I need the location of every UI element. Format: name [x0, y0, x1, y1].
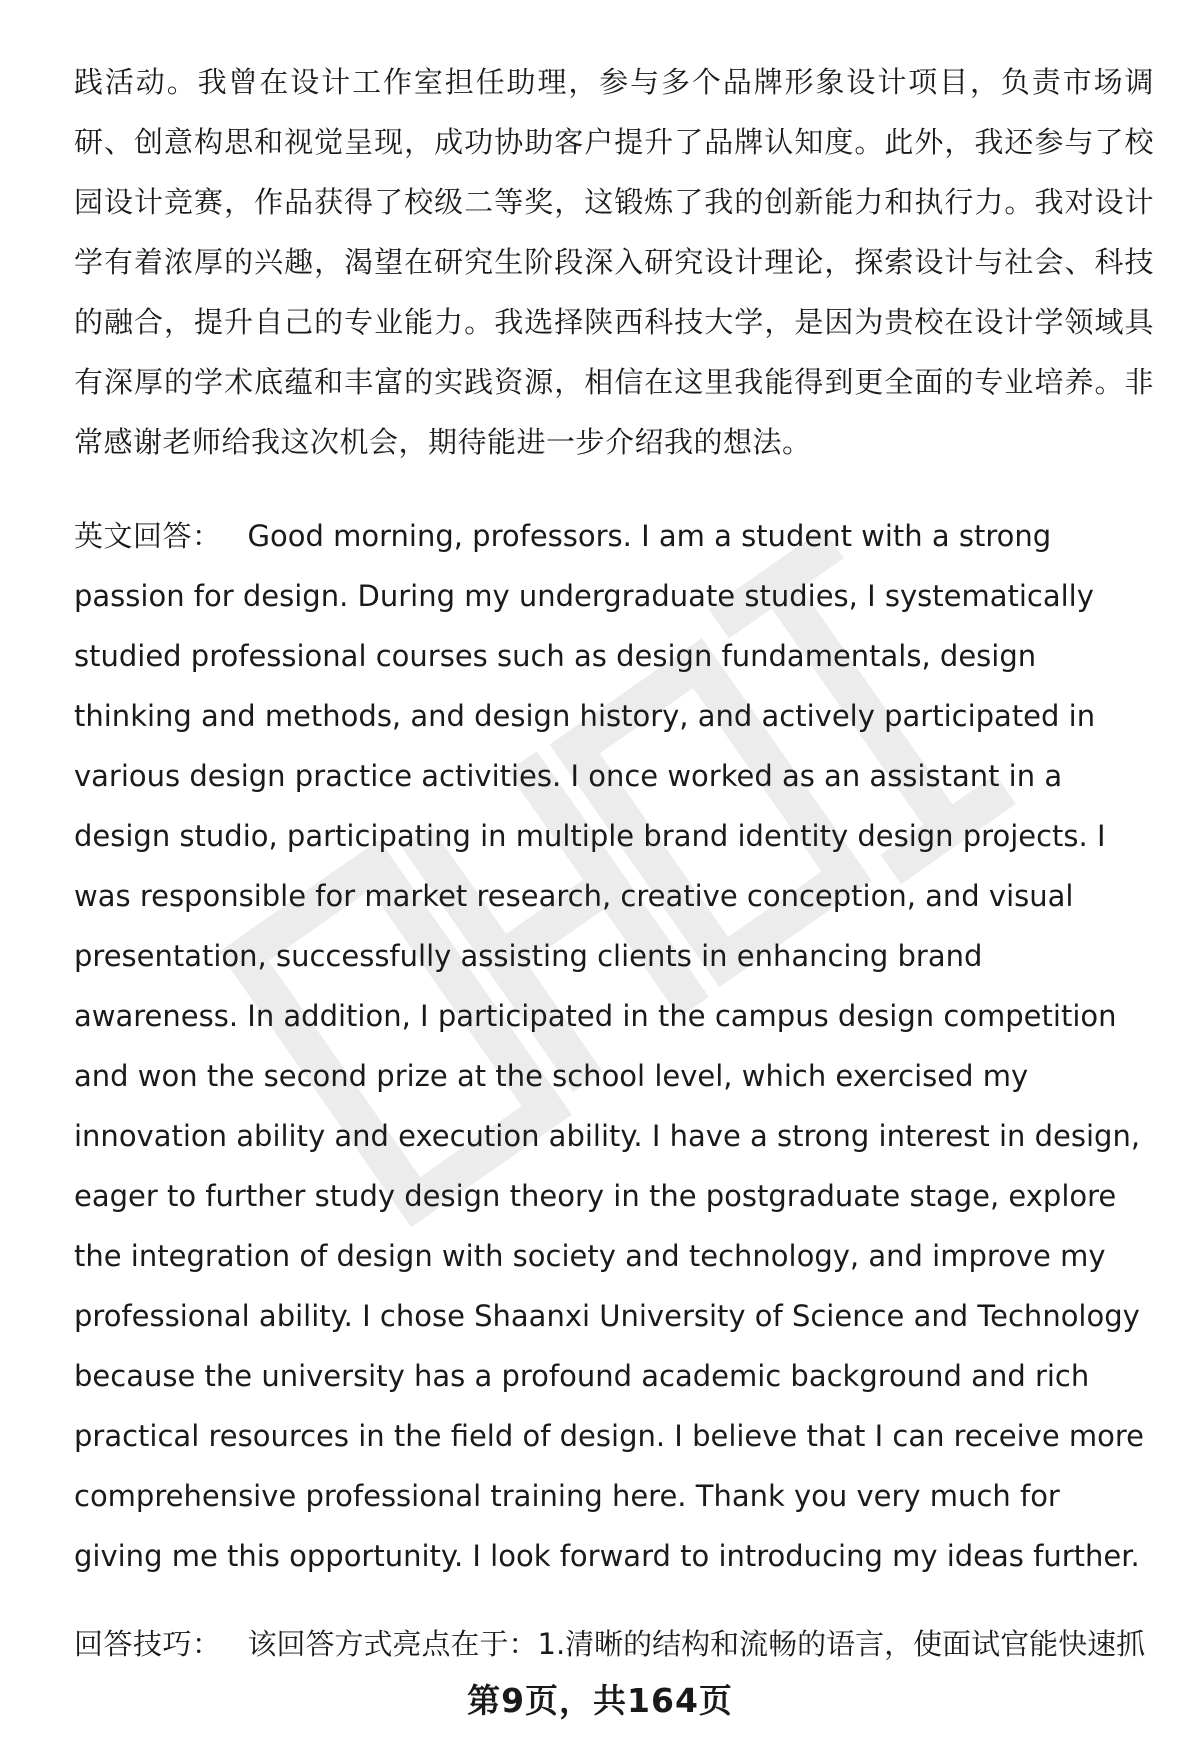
answer-tips-label: 回答技巧： — [74, 1627, 222, 1661]
chinese-answer-paragraph: 践活动。我曾在设计工作室担任助理，参与多个品牌形象设计项目，负责市场调研、创意构思和视觉呈现，成功协助客户提升了品牌认知度。此外，我还参与了校园设计竞赛，作品获得了校级二等奖，这锻炼了我的创新能力和执行力。我对设计学有着浓厚的兴趣，渴望在研究生阶段深入研究设计理论，探索设计与社会、科技的融合，提升自己的专业能力。我选择陕西科技大学，是因为贵校在设计学领域具有深厚的学术底蕴和丰富的实践资源，相信在这里我能得到更全面的专业培养。非常感谢老师给我这次机会，期待能进一步介绍我的想法。 — [74, 65, 1154, 459]
page-number-footer: 第9页，共164页 — [467, 1681, 733, 1720]
english-answer-label: 英文回答： — [74, 519, 222, 553]
document-body — [74, 52, 1154, 1674]
english-answer-text: Good morning, professors. I am a student with a strong passion for design. During my undergraduate studies, I systematically studied professional courses such as design fundamentals, design thinking and methods, and design history, and actively participated in various design practice activities. I once worked as an assistant in a design studio, participating in multiple brand identity design projects. I was responsible for market research, creative conception, and visual presentation, successfully assisting clients in enhancing brand awareness. In addition, I participated in the campus design competition and won the second prize at the school level, which exercised my innovation ability and execution ability. I have a strong interest in design, eager to further study design theory in the postgraduate stage, explore the integration of design with society and technology, and improve my professional ability. I chose Shaanxi University of Science and Technology because the university has a profound academic background and rich practical resources in the field of design. I believe that I can receive more comprehensive professional training here. Thank you very much for giving me this opportunity. I look forward to introducing my ideas further. — [74, 519, 1144, 1573]
answer-tips-text: 该回答方式亮点在于：1.清晰的结构和流畅的语言，使面试官能快速抓 — [247, 1627, 1146, 1661]
answer-tips-paragraph — [74, 1614, 1154, 1674]
english-answer-paragraph — [74, 506, 1154, 1586]
